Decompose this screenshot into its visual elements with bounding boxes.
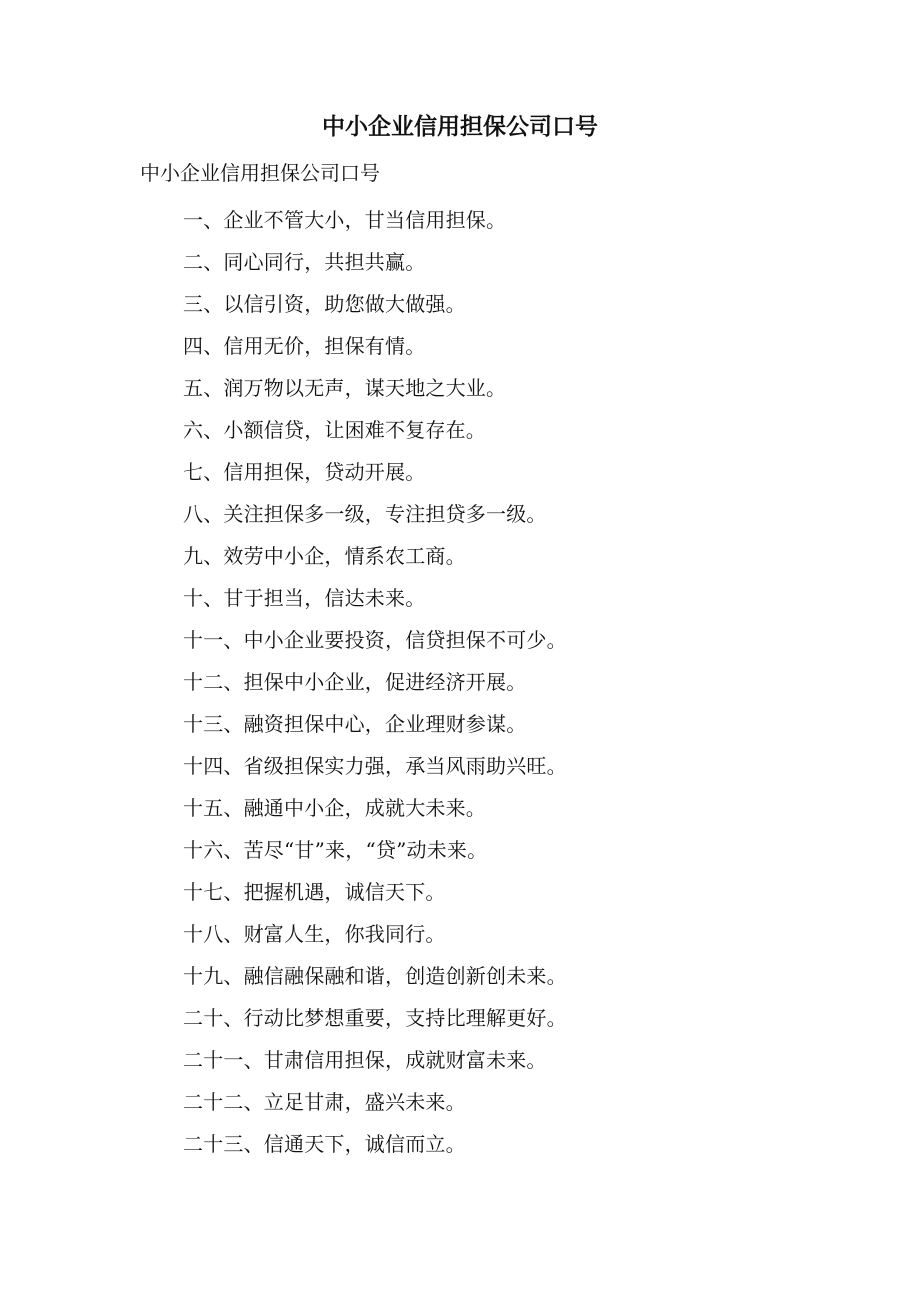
document-subtitle: 中小企业信用担保公司口号 xyxy=(140,161,380,185)
slogan-item: 二十二、立足甘肃，盛兴未来。 xyxy=(183,1090,466,1114)
slogan-item: 二十、行动比梦想重要，支持比理解更好。 xyxy=(183,1006,567,1030)
slogan-item: 九、效劳中小企，情系农工商。 xyxy=(183,544,466,568)
slogan-item: 三、以信引资，助您做大做强。 xyxy=(183,292,466,316)
slogan-item: 十六、苦尽“甘”来，“贷”动未来。 xyxy=(183,838,488,862)
slogan-item: 二十一、甘肃信用担保，成就财富未来。 xyxy=(183,1048,547,1072)
slogan-item: 十五、融通中小企，成就大未来。 xyxy=(183,796,486,820)
slogan-item: 十二、担保中小企业，促进经济开展。 xyxy=(183,670,527,694)
slogan-item: 十七、把握机遇，诚信天下。 xyxy=(183,880,446,904)
slogan-item: 一、企业不管大小，甘当信用担保。 xyxy=(183,208,507,232)
slogan-item: 四、信用无价，担保有情。 xyxy=(183,334,426,358)
slogan-item: 六、小额信贷，让困难不复存在。 xyxy=(183,418,486,442)
page-title: 中小企业信用担保公司口号 xyxy=(322,113,598,140)
slogan-item: 十三、融资担保中心，企业理财参谋。 xyxy=(183,712,527,736)
slogan-item: 十一、中小企业要投资，信贷担保不可少。 xyxy=(183,628,567,652)
slogan-item: 十、甘于担当，信达未来。 xyxy=(183,586,426,610)
slogan-item: 十四、省级担保实力强，承当风雨助兴旺。 xyxy=(183,754,567,778)
slogan-item: 五、润万物以无声，谋天地之大业。 xyxy=(183,376,507,400)
slogan-item: 二、同心同行，共担共赢。 xyxy=(183,250,426,274)
slogan-item: 十八、财富人生，你我同行。 xyxy=(183,922,446,946)
slogan-item: 八、关注担保多一级，专注担贷多一级。 xyxy=(183,502,547,526)
slogan-item: 十九、融信融保融和谐，创造创新创未来。 xyxy=(183,964,567,988)
slogan-item: 二十三、信通天下，诚信而立。 xyxy=(183,1132,466,1156)
slogan-list xyxy=(183,199,567,1165)
slogan-item: 七、信用担保，贷动开展。 xyxy=(183,460,426,484)
